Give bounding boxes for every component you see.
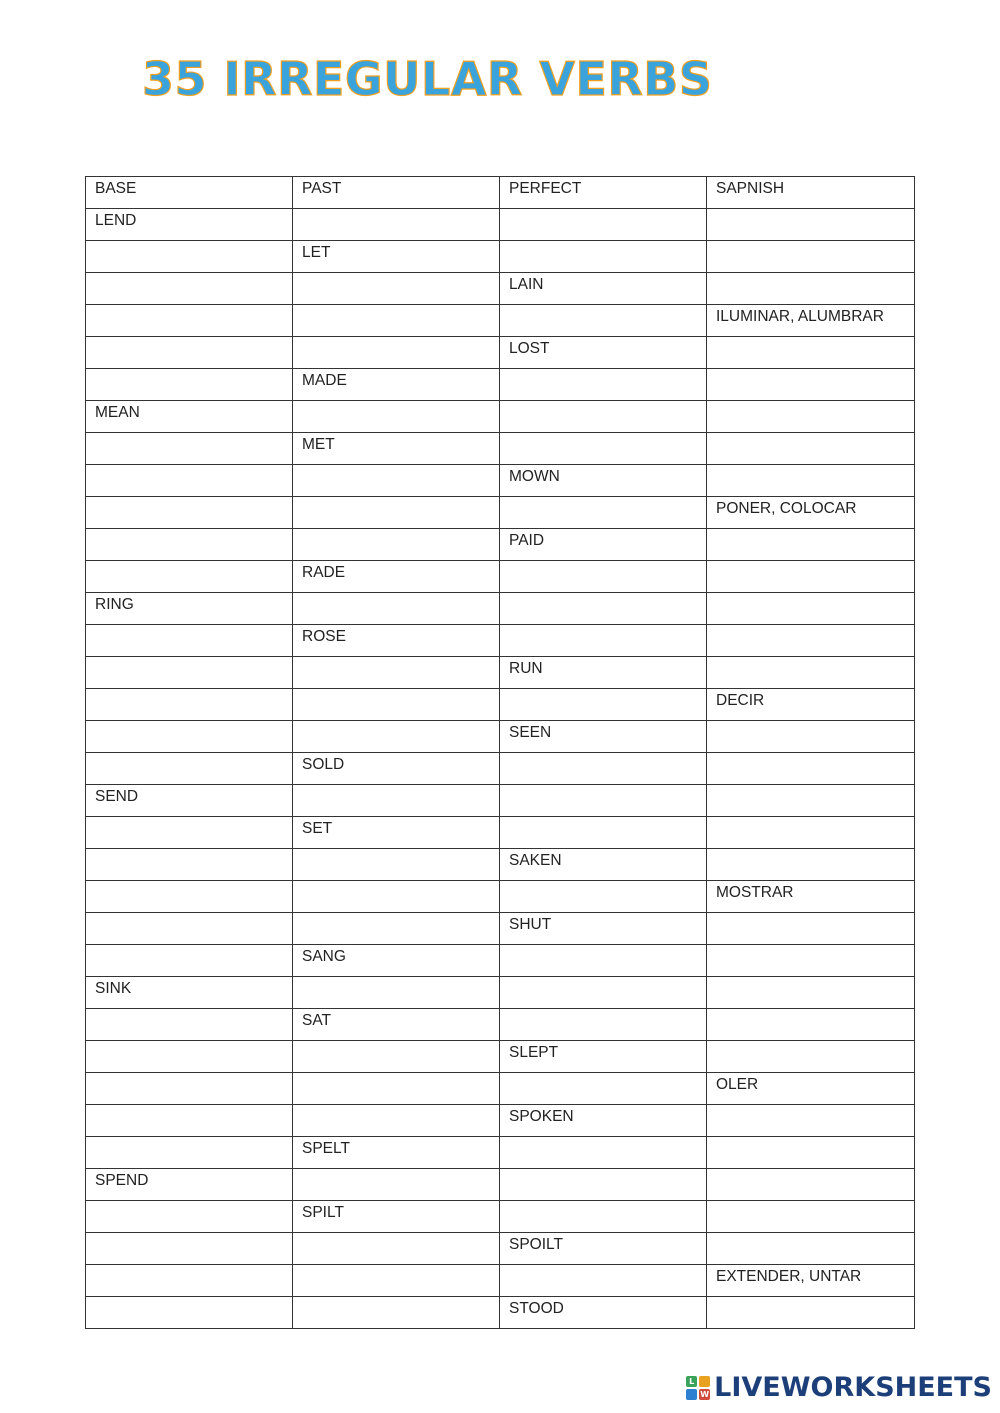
table-cell: SINK (86, 977, 293, 1009)
table-row (86, 273, 915, 305)
blank-answer-cell[interactable] (707, 593, 915, 625)
table-row (86, 593, 915, 625)
blank-answer-cell[interactable] (500, 1265, 707, 1297)
blank-answer-cell[interactable] (293, 337, 500, 369)
blank-answer-cell[interactable] (500, 209, 707, 241)
table-cell: SANG (293, 945, 500, 977)
table-cell: SEEN (500, 721, 707, 753)
liveworksheets-grid-icon (686, 1376, 710, 1400)
logo-icon-letter: L (686, 1376, 697, 1387)
table-row (86, 1009, 915, 1041)
blank-answer-cell[interactable] (86, 561, 293, 593)
table-cell: MEAN (86, 401, 293, 433)
blank-answer-cell[interactable] (293, 593, 500, 625)
table-row (86, 657, 915, 689)
blank-answer-cell[interactable] (707, 849, 915, 881)
table-row (86, 945, 915, 977)
blank-answer-cell[interactable] (707, 209, 915, 241)
table-cell: SPOKEN (500, 1105, 707, 1137)
table-row (86, 1265, 915, 1297)
blank-answer-cell[interactable] (707, 945, 915, 977)
table-cell: SLEPT (500, 1041, 707, 1073)
blank-answer-cell[interactable] (293, 849, 500, 881)
blank-answer-cell[interactable] (86, 817, 293, 849)
blank-answer-cell[interactable] (293, 689, 500, 721)
blank-answer-cell[interactable] (500, 561, 707, 593)
table-cell: ILUMINAR, ALUMBRAR (707, 305, 915, 337)
table-row (86, 753, 915, 785)
table-row (86, 1233, 915, 1265)
table-cell: LEND (86, 209, 293, 241)
blank-answer-cell[interactable] (86, 1297, 293, 1329)
table-cell: ROSE (293, 625, 500, 657)
table-cell: LOST (500, 337, 707, 369)
blank-answer-cell[interactable] (500, 785, 707, 817)
table-row (86, 241, 915, 273)
blank-answer-cell[interactable] (86, 881, 293, 913)
table-row (86, 561, 915, 593)
table-cell: SPELT (293, 1137, 500, 1169)
blank-answer-cell[interactable] (293, 497, 500, 529)
table-row (86, 209, 915, 241)
blank-answer-cell[interactable] (707, 1041, 915, 1073)
table-cell: RING (86, 593, 293, 625)
blank-answer-cell[interactable] (293, 1169, 500, 1201)
blank-answer-cell[interactable] (707, 657, 915, 689)
verbs-table (85, 176, 915, 1329)
table-cell: SAT (293, 1009, 500, 1041)
table-cell: LET (293, 241, 500, 273)
table-cell: MET (293, 433, 500, 465)
blank-answer-cell[interactable] (86, 625, 293, 657)
table-row (86, 497, 915, 529)
blank-answer-cell[interactable] (707, 753, 915, 785)
table-cell: MOSTRAR (707, 881, 915, 913)
blank-answer-cell[interactable] (500, 1073, 707, 1105)
table-row (86, 849, 915, 881)
table-cell: SET (293, 817, 500, 849)
blank-answer-cell[interactable] (86, 1137, 293, 1169)
table-row (86, 1201, 915, 1233)
blank-answer-cell[interactable] (707, 273, 915, 305)
table-row (86, 913, 915, 945)
blank-answer-cell[interactable] (86, 433, 293, 465)
blank-answer-cell[interactable] (293, 1233, 500, 1265)
blank-answer-cell[interactable] (707, 785, 915, 817)
blank-answer-cell[interactable] (86, 913, 293, 945)
column-header: SAPNISH (707, 177, 915, 209)
blank-answer-cell[interactable] (293, 273, 500, 305)
blank-answer-cell[interactable] (293, 881, 500, 913)
blank-answer-cell[interactable] (293, 401, 500, 433)
blank-answer-cell[interactable] (500, 625, 707, 657)
blank-answer-cell[interactable] (707, 241, 915, 273)
blank-answer-cell[interactable] (500, 1169, 707, 1201)
blank-answer-cell[interactable] (707, 817, 915, 849)
table-row (86, 1169, 915, 1201)
table-row (86, 977, 915, 1009)
table-row (86, 881, 915, 913)
table-cell: SPILT (293, 1201, 500, 1233)
table-row (86, 1041, 915, 1073)
blank-answer-cell[interactable] (500, 593, 707, 625)
blank-answer-cell[interactable] (500, 753, 707, 785)
blank-answer-cell[interactable] (500, 1009, 707, 1041)
blank-answer-cell[interactable] (86, 721, 293, 753)
blank-answer-cell[interactable] (293, 721, 500, 753)
blank-answer-cell[interactable] (707, 1105, 915, 1137)
liveworksheets-logo (686, 1372, 992, 1403)
table-cell: RUN (500, 657, 707, 689)
blank-answer-cell[interactable] (86, 305, 293, 337)
table-cell: PONER, COLOCAR (707, 497, 915, 529)
column-header: PERFECT (500, 177, 707, 209)
blank-answer-cell[interactable] (86, 849, 293, 881)
table-cell: EXTENDER, UNTAR (707, 1265, 915, 1297)
table-row (86, 401, 915, 433)
table-cell: PAID (500, 529, 707, 561)
blank-answer-cell[interactable] (86, 1233, 293, 1265)
blank-answer-cell[interactable] (293, 529, 500, 561)
table-row (86, 465, 915, 497)
blank-answer-cell[interactable] (86, 1201, 293, 1233)
blank-answer-cell[interactable] (293, 913, 500, 945)
table-cell: MOWN (500, 465, 707, 497)
blank-answer-cell[interactable] (86, 753, 293, 785)
blank-answer-cell[interactable] (707, 1201, 915, 1233)
blank-answer-cell[interactable] (707, 913, 915, 945)
table-cell: OLER (707, 1073, 915, 1105)
table-row (86, 433, 915, 465)
table-cell: MADE (293, 369, 500, 401)
blank-answer-cell[interactable] (86, 657, 293, 689)
blank-answer-cell[interactable] (86, 689, 293, 721)
blank-answer-cell[interactable] (293, 1041, 500, 1073)
table-cell: DECIR (707, 689, 915, 721)
blank-answer-cell[interactable] (500, 881, 707, 913)
blank-answer-cell[interactable] (293, 305, 500, 337)
blank-answer-cell[interactable] (293, 1297, 500, 1329)
blank-answer-cell[interactable] (707, 977, 915, 1009)
blank-answer-cell[interactable] (86, 369, 293, 401)
table-row (86, 1073, 915, 1105)
blank-answer-cell[interactable] (500, 369, 707, 401)
table-cell: SPEND (86, 1169, 293, 1201)
blank-answer-cell[interactable] (500, 1201, 707, 1233)
blank-answer-cell[interactable] (293, 657, 500, 689)
table-cell: SPOILT (500, 1233, 707, 1265)
blank-answer-cell[interactable] (86, 337, 293, 369)
blank-answer-cell[interactable] (707, 1169, 915, 1201)
blank-answer-cell[interactable] (86, 1073, 293, 1105)
table-cell: STOOD (500, 1297, 707, 1329)
blank-answer-cell[interactable] (293, 1073, 500, 1105)
blank-answer-cell[interactable] (707, 337, 915, 369)
blank-answer-cell[interactable] (707, 721, 915, 753)
blank-answer-cell[interactable] (500, 401, 707, 433)
blank-answer-cell[interactable] (707, 561, 915, 593)
blank-answer-cell[interactable] (86, 465, 293, 497)
blank-answer-cell[interactable] (86, 273, 293, 305)
blank-answer-cell[interactable] (86, 497, 293, 529)
logo-icon-square (699, 1376, 710, 1387)
blank-answer-cell[interactable] (500, 817, 707, 849)
blank-answer-cell[interactable] (500, 241, 707, 273)
table-row (86, 1137, 915, 1169)
blank-answer-cell[interactable] (86, 529, 293, 561)
blank-answer-cell[interactable] (293, 1105, 500, 1137)
blank-answer-cell[interactable] (86, 945, 293, 977)
table-cell: SAKEN (500, 849, 707, 881)
table-cell: SOLD (293, 753, 500, 785)
logo-icon-square (686, 1389, 697, 1400)
blank-answer-cell[interactable] (293, 977, 500, 1009)
table-row (86, 337, 915, 369)
blank-answer-cell[interactable] (707, 1297, 915, 1329)
table-row (86, 785, 915, 817)
column-header: PAST (293, 177, 500, 209)
table-cell: LAIN (500, 273, 707, 305)
blank-answer-cell[interactable] (500, 689, 707, 721)
table-row (86, 1105, 915, 1137)
blank-answer-cell[interactable] (500, 305, 707, 337)
table-row (86, 305, 915, 337)
blank-answer-cell[interactable] (500, 945, 707, 977)
blank-answer-cell[interactable] (86, 241, 293, 273)
blank-answer-cell[interactable] (707, 465, 915, 497)
blank-answer-cell[interactable] (707, 529, 915, 561)
blank-answer-cell[interactable] (86, 1041, 293, 1073)
table-cell: SEND (86, 785, 293, 817)
blank-answer-cell[interactable] (707, 369, 915, 401)
blank-answer-cell[interactable] (500, 433, 707, 465)
table-row (86, 689, 915, 721)
table-row (86, 625, 915, 657)
blank-answer-cell[interactable] (86, 1265, 293, 1297)
blank-answer-cell[interactable] (707, 1009, 915, 1041)
column-header: BASE (86, 177, 293, 209)
logo-text: LIVEWORKSHEETS (714, 1372, 992, 1403)
blank-answer-cell[interactable] (500, 497, 707, 529)
logo-icon-letter: W (700, 1389, 710, 1399)
blank-answer-cell[interactable] (293, 209, 500, 241)
table-row (86, 1297, 915, 1329)
table-row (86, 817, 915, 849)
page-title: 35 IRREGULAR VERBS (142, 52, 713, 106)
table-cell: RADE (293, 561, 500, 593)
table-header-row (86, 177, 915, 209)
blank-answer-cell[interactable] (707, 433, 915, 465)
blank-answer-cell[interactable] (707, 1233, 915, 1265)
blank-answer-cell[interactable] (707, 1137, 915, 1169)
blank-answer-cell[interactable] (500, 1137, 707, 1169)
blank-answer-cell[interactable] (293, 465, 500, 497)
blank-answer-cell[interactable] (293, 785, 500, 817)
blank-answer-cell[interactable] (86, 1009, 293, 1041)
table-row (86, 369, 915, 401)
blank-answer-cell[interactable] (707, 401, 915, 433)
blank-answer-cell[interactable] (500, 977, 707, 1009)
table-row (86, 721, 915, 753)
blank-answer-cell[interactable] (86, 1105, 293, 1137)
table-row (86, 529, 915, 561)
blank-answer-cell[interactable] (707, 625, 915, 657)
blank-answer-cell[interactable] (293, 1265, 500, 1297)
table-cell: SHUT (500, 913, 707, 945)
